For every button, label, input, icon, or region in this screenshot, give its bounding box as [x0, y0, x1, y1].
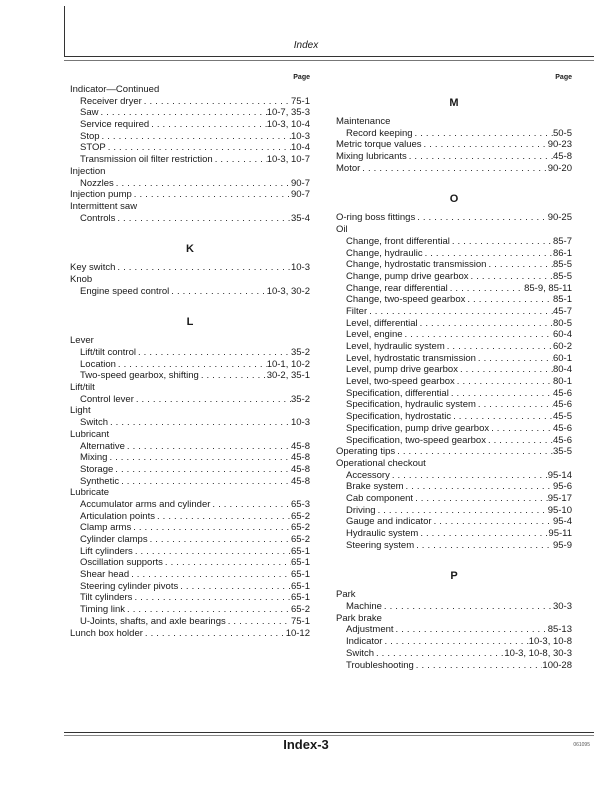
index-column-left	[70, 72, 310, 639]
index-entry: Metric torque values . . . 90-23	[336, 139, 572, 151]
indicator-entries	[70, 96, 310, 166]
index-entry: Level, pump drive gearbox . . . 80-4	[336, 364, 572, 376]
checkout-entries	[336, 470, 572, 552]
index-entry: Specification, differential . . . 45-6	[336, 388, 572, 400]
index-entry: Oscillation supports . . . 65-1	[70, 557, 310, 569]
index-entry: Saw . . . 10-7, 35-3	[70, 107, 310, 119]
index-entry: Specification, two-speed gearbox . . . 45-6	[336, 435, 572, 447]
index-entry: Gauge and indicator . . . 95-4	[336, 516, 572, 528]
page-column-header: Page	[293, 74, 310, 81]
index-entry: Controls . . . 35-4	[70, 213, 310, 225]
header-rule-secondary	[64, 60, 594, 61]
footer-rule	[64, 732, 594, 733]
index-entry: Timing link . . . 65-2	[70, 604, 310, 616]
park-brake-entries	[336, 624, 572, 671]
index-entry: U-Joints, shafts, and axle bearings . . . 75-1	[70, 616, 310, 628]
lubricant-entries	[70, 441, 310, 488]
index-entry: Motor . . . 90-20	[336, 163, 572, 175]
index-heading: Lift/tilt	[70, 382, 95, 394]
section-letter-l: L	[186, 316, 194, 329]
index-entry: Switch . . . 10-3, 10-8, 30-3	[336, 648, 572, 660]
index-entry: Tilt cylinders . . . 65-1	[70, 592, 310, 604]
index-column-right	[336, 72, 572, 671]
index-entry: Hydraulic system . . . 95-11	[336, 528, 572, 540]
index-entry: Level, hydrostatic transmission . . . 60-1	[336, 353, 572, 365]
index-entry: Steering cylinder pivots . . . 65-1	[70, 581, 310, 593]
index-entry: Control lever . . . 35-2	[70, 394, 310, 406]
running-header: Index	[293, 40, 319, 51]
index-heading: Park brake	[336, 612, 382, 624]
index-entry: Change, rear differential . . . 85-9, 85-11	[336, 283, 572, 295]
index-heading: Maintenance	[336, 116, 391, 127]
index-entry: Filter . . . 45-7	[336, 306, 572, 318]
section-letter-o: O	[449, 193, 459, 206]
index-heading: Knob	[70, 273, 93, 285]
index-entry: Specification, hydraulic system . . . 45-6	[336, 399, 572, 411]
index-entry: Machine . . . 30-3	[336, 601, 572, 613]
page-number: Index-3	[283, 737, 329, 752]
index-entry: Troubleshooting . . . 100-28	[336, 660, 572, 672]
index-entry: Brake system . . . 95-6	[336, 481, 572, 493]
index-entry: Two-speed gearbox, shifting . . . 30-2, 35-1	[70, 370, 310, 382]
index-heading: Operational checkout	[336, 457, 426, 469]
index-heading: Oil	[336, 224, 348, 236]
index-heading: Lubricate	[70, 487, 110, 499]
index-entry: Accessory . . . 95-14	[336, 470, 572, 482]
index-entry: Receiver dryer . . . 75-1	[70, 96, 310, 108]
index-entry: Service required . . . 10-3, 10-4	[70, 119, 310, 131]
index-entry: Shear head . . . 65-1	[70, 569, 310, 581]
index-entry: Level, hydraulic system . . . 60-2	[336, 341, 572, 353]
index-entry: Nozzles . . . 90-7	[70, 178, 310, 190]
section-letter-k: K	[186, 243, 194, 256]
index-entry: Switch . . . 10-3	[70, 417, 310, 429]
index-entry: Stop . . . 10-3	[70, 131, 310, 143]
index-entry: Transmission oil filter restriction . . . 10-3, 10-7	[70, 154, 310, 166]
index-entry: Steering system . . . 95-9	[336, 540, 572, 552]
index-entry: Cylinder clamps . . . 65-2	[70, 534, 310, 546]
index-heading: Lever	[70, 335, 94, 347]
index-heading: Indicator—Continued	[70, 84, 160, 95]
index-entry: Adjustment . . . 85-13	[336, 624, 572, 636]
index-entry: Storage . . . 45-8	[70, 464, 310, 476]
index-entry: Key switch . . . 10-3	[70, 262, 310, 274]
index-entry: Alternative . . . 45-8	[70, 441, 310, 453]
index-entry: Specification, hydrostatic . . . 45-5	[336, 411, 572, 423]
index-entry: Change, two-speed gearbox . . . 85-1	[336, 294, 572, 306]
index-entry: Mixing . . . 45-8	[70, 452, 310, 464]
index-entry: Engine speed control . . . 10-3, 30-2	[70, 286, 310, 298]
index-heading: Intermittent saw	[70, 200, 138, 212]
index-entry: Level, differential . . . 80-5	[336, 318, 572, 330]
lever-entries	[70, 347, 310, 382]
index-entry: O-ring boss fittings . . . 90-25	[336, 212, 572, 224]
index-entry: Lift cylinders . . . 65-1	[70, 546, 310, 558]
index-entry: Change, pump drive gearbox . . . 85-5	[336, 271, 572, 283]
header-rule	[64, 56, 594, 57]
index-entry: Level, engine . . . 60-4	[336, 329, 572, 341]
index-entry: Clamp arms . . . 65-2	[70, 522, 310, 534]
section-letter-p: P	[450, 570, 458, 583]
index-entry: STOP . . . 10-4	[70, 142, 310, 154]
index-heading: Lubricant	[70, 428, 110, 440]
index-entry: Specification, pump drive gearbox . . . 45-6	[336, 423, 572, 435]
index-entry: Injection pump . . . 90-7	[70, 189, 310, 201]
document-code: 061095	[573, 742, 590, 748]
index-entry: Operating tips . . . 35-5	[336, 446, 572, 458]
index-entry: Record keeping . . . 50-5	[336, 128, 572, 140]
index-entry: Mixing lubricants . . . 45-8	[336, 151, 572, 163]
index-entry: Driving . . . 95-10	[336, 505, 572, 517]
index-heading: Park	[336, 589, 356, 601]
index-entry: Lunch box holder . . . 10-12	[70, 628, 310, 640]
index-entry: Accumulator arms and cylinder . . . 65-3	[70, 499, 310, 511]
section-letter-m: M	[449, 97, 459, 109]
index-heading: Light	[70, 405, 91, 417]
index-entry: Cab component . . . 95-17	[336, 493, 572, 505]
index-entry: Lift/tilt control . . . 35-2	[70, 347, 310, 359]
index-entry: Change, hydraulic . . . 86-1	[336, 248, 572, 260]
oil-entries	[336, 236, 572, 446]
index-entry: Location . . . 10-1, 10-2	[70, 359, 310, 371]
index-entry: Level, two-speed gearbox . . . 80-1	[336, 376, 572, 388]
index-entry: Synthetic . . . 45-8	[70, 476, 310, 488]
footer-rule-secondary	[64, 735, 594, 736]
index-entry: Indicator . . . 10-3, 10-8	[336, 636, 572, 648]
index-entry: Articulation points . . . 65-2	[70, 511, 310, 523]
page-column-header: Page	[555, 74, 572, 81]
index-heading: Injection	[70, 165, 106, 177]
lubricate-entries	[70, 499, 310, 628]
index-entry: Change, hydrostatic transmission . . . 85-5	[336, 259, 572, 271]
index-entry: Change, front differential . . . 85-7	[336, 236, 572, 248]
